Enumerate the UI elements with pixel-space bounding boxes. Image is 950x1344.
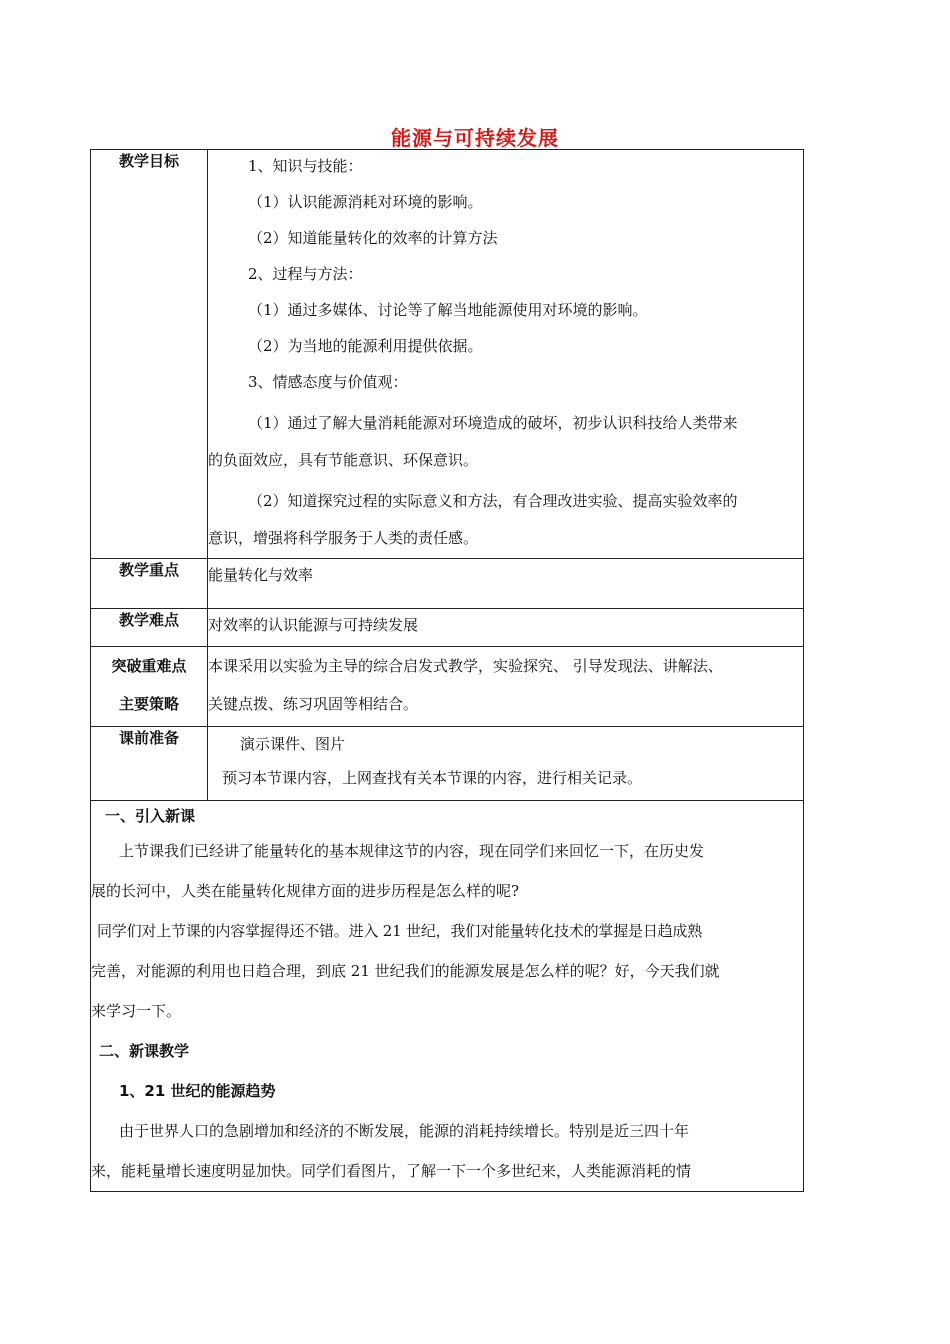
body-line: 由于世界人口的急剧增加和经济的不断发展，能源的消耗持续增长。特别是近三四十年 [119,1122,690,1140]
document-title: 能源与可持续发展 [391,126,559,150]
strategy-content [208,647,804,727]
body-line: 上节课我们已经讲了能量转化的基本规律这节的内容，现在同学们来回忆一下，在历史发 [119,842,705,860]
strategy-line: 本课采用以实验为主导的综合启发式教学，实验探究、 引导发现法、讲解法、 [208,657,723,675]
goals-label: 教学目标 [91,150,208,559]
difficulties-row [91,609,804,647]
prep-row [91,727,804,801]
goals-line: （1）通过多媒体、讨论等了解当地能源使用对环境的影响。 [248,301,648,319]
goals-line: （1）认识能源消耗对环境的影响。 [248,193,483,211]
key-points-content [208,559,804,609]
prep-line: 预习本节课内容，上网查找有关本节课的内容，进行相关记录。 [222,769,643,787]
key-points-label: 教学重点 [91,559,208,609]
strategy-label-line2: 主要策略 [118,695,179,713]
goals-row [91,150,804,559]
goals-line: （2）知道探究过程的实际意义和方法，有合理改进实验、提高实验效率的 [248,492,738,510]
prep-label: 课前准备 [91,727,208,801]
section-intro-title: 一、引入新课 [105,807,196,825]
goals-line: 2、过程与方法： [248,265,363,283]
body-line: 来，能耗量增长速度明显加快。同学们看图片，了解一下一个多世纪来，人类能源消耗的情 [91,1162,692,1180]
section-new-title: 二、新课教学 [99,1042,190,1060]
difficulties-content [208,609,804,647]
lesson-plan-table [90,149,804,1192]
body-line: 展的长河中，人类在能量转化规律方面的进步历程是怎么样的呢? [91,882,520,900]
goals-line: （1）通过了解大量消耗能源对环境造成的破坏，初步认识科技给人类带来 [248,414,738,432]
body-line: 完善，对能源的利用也日趋合理，到底 21 世纪我们的能源发展是怎么样的呢？好，今天我们就 [91,962,720,980]
key-points-row [91,559,804,609]
prep-content [208,727,804,801]
goals-line: 1、知识与技能： [248,157,363,175]
key-points-text: 能量转化与效率 [208,566,314,584]
goals-content [208,150,804,559]
goals-line: （2）为当地的能源利用提供依据。 [248,337,483,355]
goals-line: 的负面效应，具有节能意识、环保意识。 [208,451,479,469]
strategy-row [91,647,804,727]
difficulties-text: 对效率的认识能源与可持续发展 [208,616,419,634]
subsection-title: 1、21 世纪的能源趋势 [119,1082,276,1100]
goals-line: 意识，增强将科学服务于人类的责任感。 [208,529,479,547]
strategy-label [91,647,208,727]
lesson-body [91,801,804,1192]
body-line: 来学习一下。 [91,1002,182,1020]
strategy-line: 关键点拨、练习巩固等相结合。 [208,695,419,713]
difficulties-label: 教学难点 [91,609,208,647]
body-line: 同学们对上节课的内容掌握得还不错。进入 21 世纪，我们对能量转化技术的掌握是日趋成熟 [97,922,703,940]
strategy-label-line1: 突破重难点 [111,657,187,675]
goals-line: 3、情感态度与价值观： [248,373,408,391]
goals-line: （2）知道能量转化的效率的计算方法 [248,229,498,247]
lesson-body-row [91,801,804,1192]
prep-line: 演示课件、图片 [240,735,346,753]
